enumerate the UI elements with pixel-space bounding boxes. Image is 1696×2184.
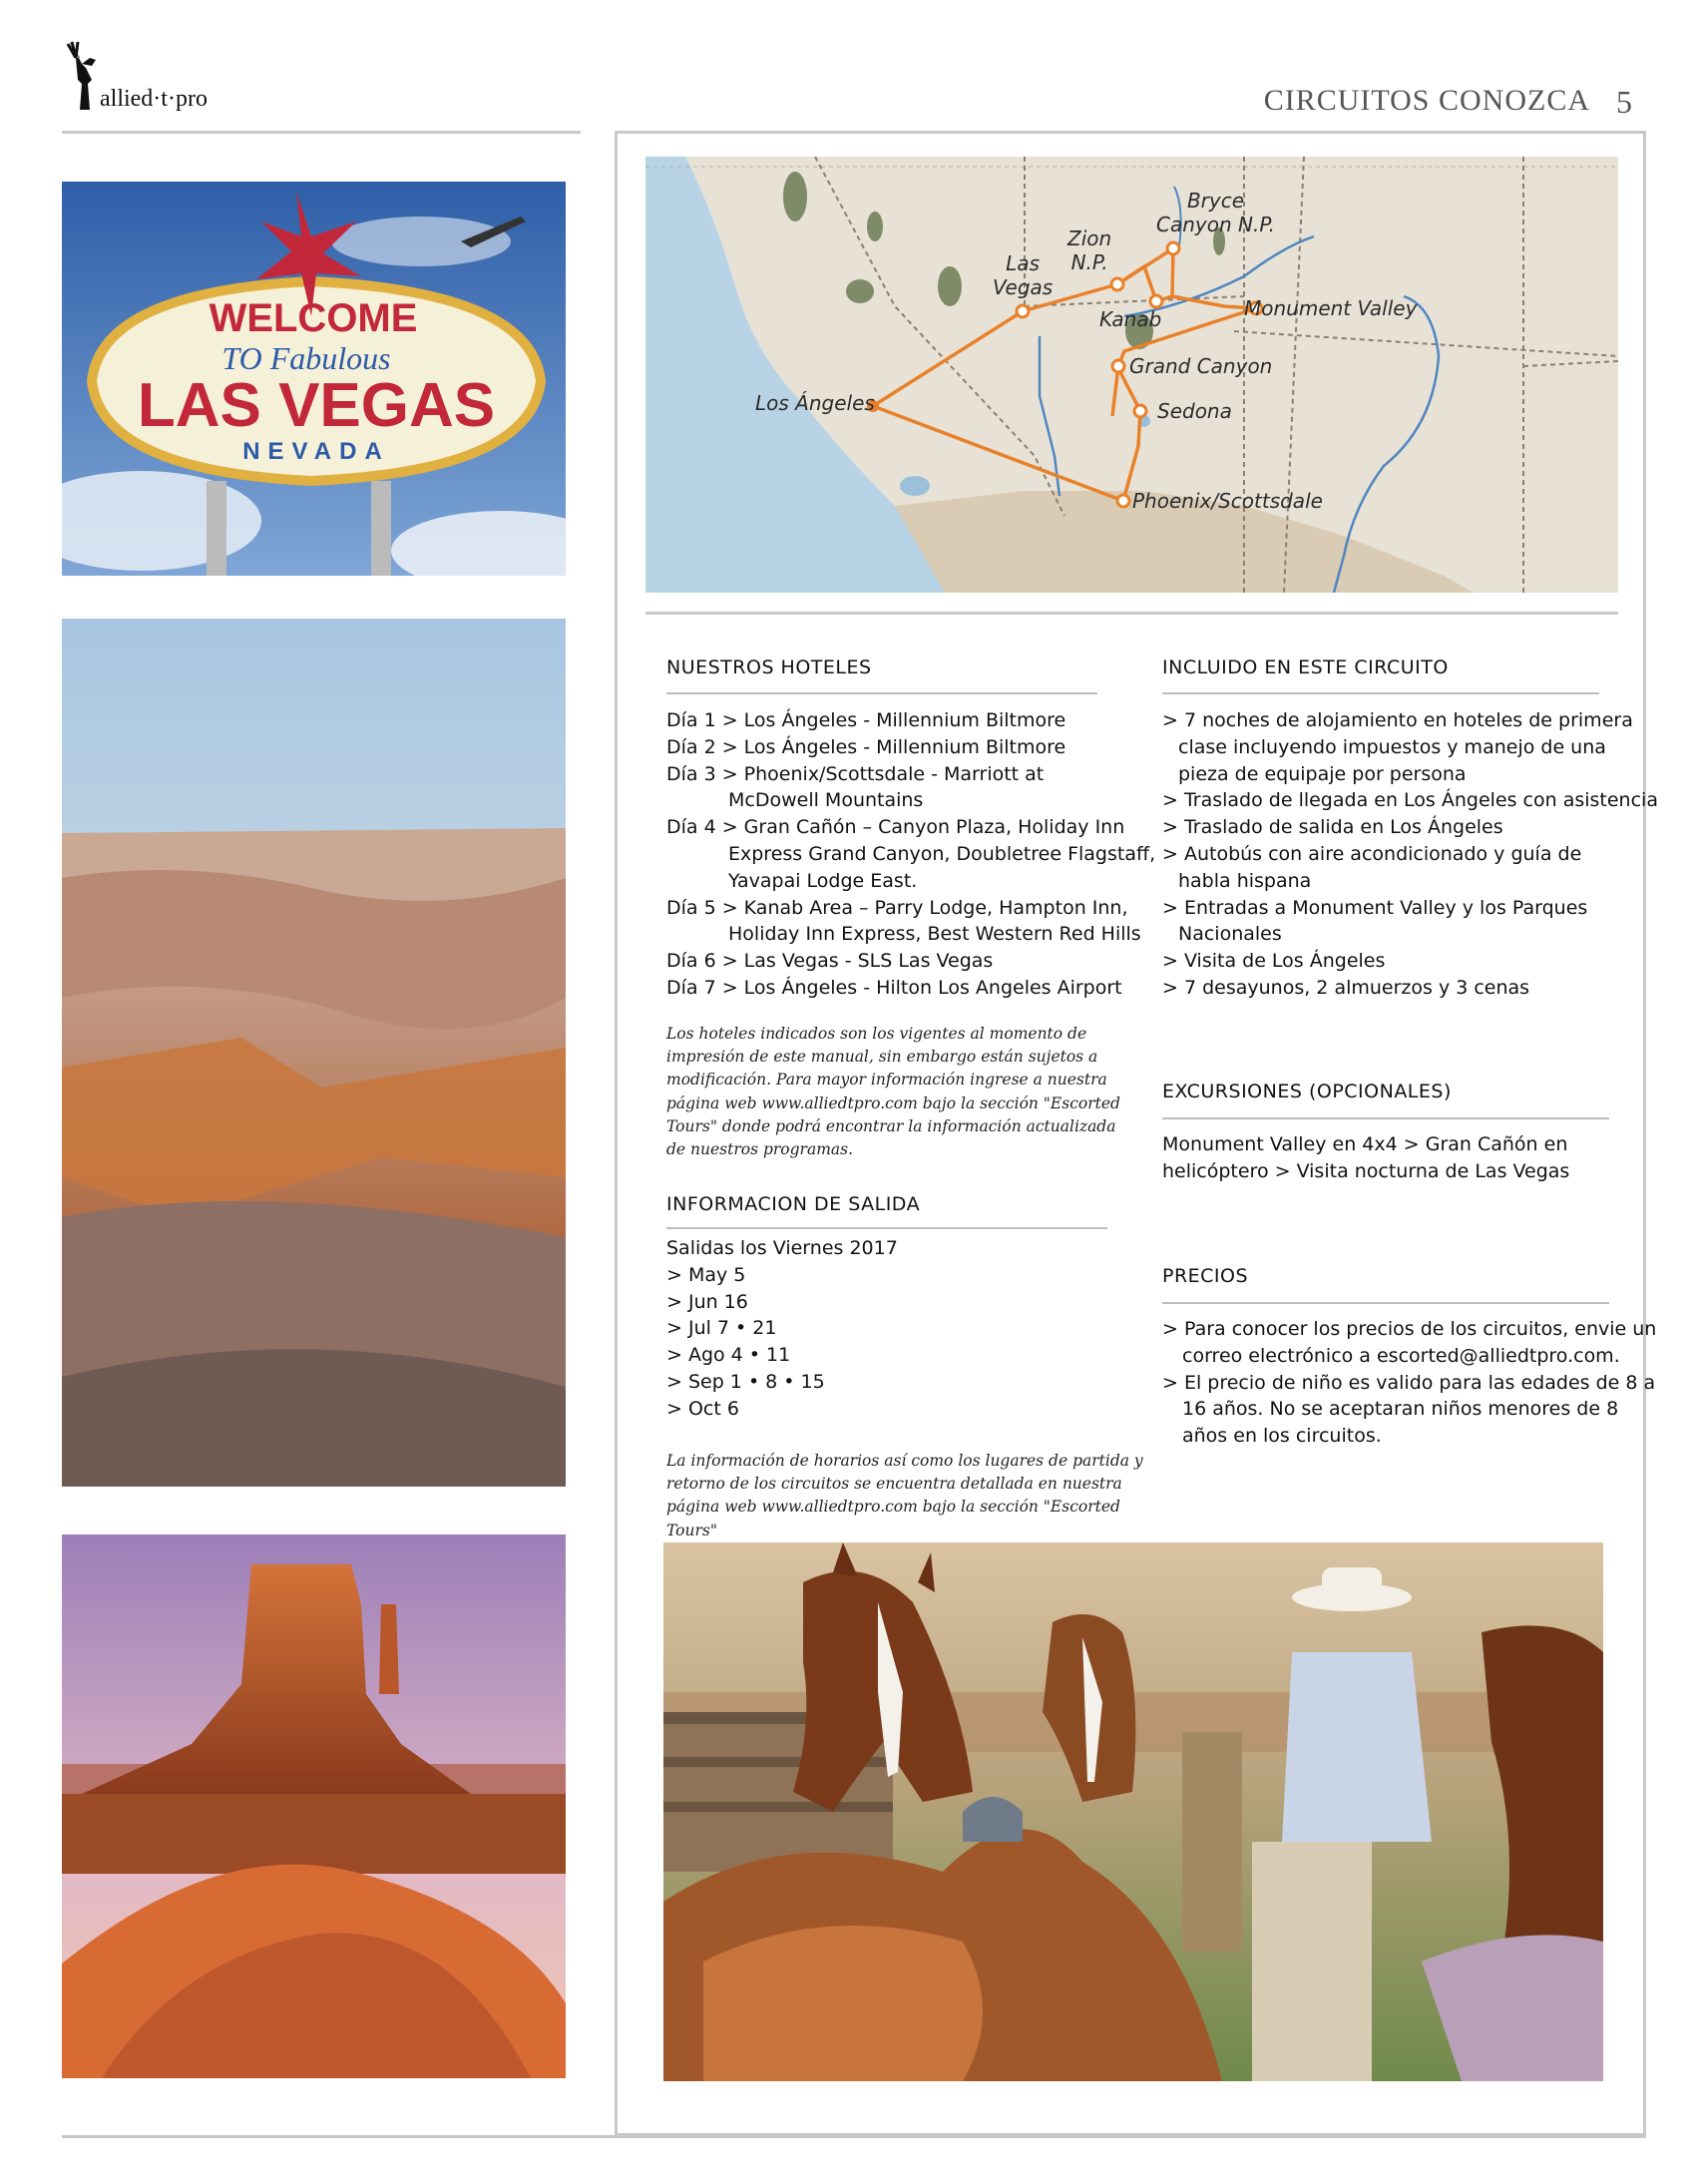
hotels-heading: NUESTROS HOTELES bbox=[666, 656, 872, 678]
price-line: correo electrónico a escorted@alliedtpro.com. bbox=[1182, 1344, 1620, 1367]
excursions-heading: EXCURSIONES (OPCIONALES) bbox=[1162, 1081, 1452, 1102]
hotels-note-line: Tours" donde podrá encontrar la información actualizada bbox=[666, 1116, 1116, 1135]
departures-rule bbox=[666, 1227, 1107, 1229]
price-line: > El precio de niño es valido para las edades de 8 a bbox=[1162, 1371, 1656, 1394]
hotels-note-line: página web www.alliedtpro.com bajo la sección "Escorted bbox=[666, 1093, 1120, 1112]
departures-note-line: La información de horarios así como los lugares de partida y bbox=[666, 1452, 1143, 1470]
departure-date: > May 5 bbox=[666, 1263, 746, 1286]
pacific-ocean bbox=[645, 157, 945, 593]
node-sedona bbox=[1134, 405, 1146, 417]
brand-name: allied·t·pro bbox=[100, 86, 208, 112]
hotel-line: Día 5 > Kanab Area – Parry Lodge, Hampton Inn, bbox=[666, 896, 1128, 919]
included-line: > 7 noches de alojamiento en hoteles de primera bbox=[1162, 709, 1633, 731]
included-line: > Traslado de llegada en Los Ángeles con asistencia bbox=[1162, 789, 1658, 812]
vegas-sign-welcome: WELCOME bbox=[209, 296, 418, 340]
included-line: > Visita de Los Ángeles bbox=[1162, 950, 1386, 973]
grand-canyon-photo bbox=[62, 619, 566, 1487]
departures-note-line: Tours" bbox=[666, 1521, 717, 1539]
hotels-note-line: de nuestros programas. bbox=[666, 1140, 854, 1159]
hotel-line: Día 3 > Phoenix/Scottsdale - Marriott at bbox=[666, 762, 1045, 785]
departures-intro: Salidas los Viernes 2017 bbox=[666, 1237, 898, 1259]
hotel-line: Día 2 > Los Ángeles - Millennium Biltmore bbox=[666, 735, 1066, 758]
included-line: Nacionales bbox=[1178, 923, 1282, 946]
departure-date: > Ago 4 • 11 bbox=[666, 1344, 791, 1367]
included-line: clase incluyendo impuestos y manejo de una bbox=[1178, 735, 1606, 758]
included-line: > Traslado de salida en Los Ángeles bbox=[1162, 816, 1503, 839]
included-line: > Entradas a Monument Valley y los Parques bbox=[1162, 896, 1588, 919]
departure-date: > Oct 6 bbox=[666, 1397, 739, 1420]
vegas-sign-nevada: NEVADA bbox=[242, 438, 390, 465]
vegas-sign-las-vegas: LAS VEGAS bbox=[137, 371, 496, 440]
included-line: pieza de equipaje por persona bbox=[1178, 762, 1467, 785]
price-line: 16 años. No se aceptaran niños menores de 8 bbox=[1182, 1398, 1619, 1421]
hotels-rule bbox=[666, 692, 1097, 694]
horses-cowboy-photo bbox=[663, 1542, 1603, 2081]
node-zion bbox=[1111, 278, 1123, 290]
node-phoenix bbox=[1117, 495, 1129, 507]
page-number: 5 bbox=[1616, 84, 1632, 120]
prices-heading: PRECIOS bbox=[1162, 1265, 1249, 1287]
hotels-note-line: impresión de este manual, sin embargo están sujetos a bbox=[666, 1048, 1098, 1067]
map-label-las-vegas: Las Vegas bbox=[993, 251, 1054, 299]
excursion-line: helicóptero > Visita nocturna de Las Vegas bbox=[1162, 1159, 1570, 1182]
map-label-sedona: Sedona bbox=[1157, 399, 1232, 423]
hotel-line: Día 1 > Los Ángeles - Millennium Biltmore bbox=[666, 709, 1066, 731]
map-label-phoenix: Phoenix/Scottsdale bbox=[1132, 489, 1323, 513]
map-label-grand-canyon: Grand Canyon bbox=[1129, 354, 1273, 378]
running-title: CIRCUITOS CONOZCA bbox=[1263, 84, 1590, 117]
included-list bbox=[1162, 707, 1658, 1002]
departures-note-line: página web www.alliedtpro.com bajo la sección "Escorted bbox=[666, 1498, 1120, 1517]
node-las-vegas bbox=[1017, 305, 1029, 317]
hotels-note-line: modificación. Para mayor información ingrese a nuestra bbox=[666, 1071, 1107, 1090]
departures-list bbox=[666, 1235, 898, 1423]
node-grand-canyon bbox=[1112, 360, 1124, 372]
map-rule bbox=[645, 612, 1618, 615]
monument-valley-photo bbox=[62, 1534, 566, 2078]
map-label-monument-valley: Monument Valley bbox=[1244, 296, 1418, 320]
departure-date: > Jun 16 bbox=[666, 1290, 748, 1313]
header-rule bbox=[62, 131, 581, 134]
excursions-list bbox=[1162, 1131, 1569, 1185]
excursion-line: Monument Valley en 4x4 > Gran Cañón en bbox=[1162, 1133, 1568, 1155]
node-bryce bbox=[1167, 242, 1179, 254]
tour-route-map bbox=[645, 157, 1618, 593]
prices-rule bbox=[1162, 1302, 1609, 1304]
vegas-sign-to-fabulous: TO Fabulous bbox=[221, 340, 391, 376]
departure-date: > Sep 1 • 8 • 15 bbox=[666, 1370, 825, 1393]
node-kanab bbox=[1150, 295, 1162, 307]
price-line: años en los circuitos. bbox=[1182, 1425, 1382, 1448]
hotel-line: Día 6 > Las Vegas - SLS Las Vegas bbox=[666, 950, 994, 973]
map-label-los-angeles: Los Ángeles bbox=[755, 391, 875, 415]
included-heading: INCLUIDO EN ESTE CIRCUITO bbox=[1162, 656, 1449, 678]
included-line: > Autobús con aire acondicionado y guía de bbox=[1162, 842, 1582, 865]
hotel-line: McDowell Mountains bbox=[728, 789, 924, 812]
price-line: > Para conocer los precios de los circuitos, envie un bbox=[1162, 1318, 1657, 1340]
hotel-line: Día 7 > Los Ángeles - Hilton Los Angeles Airport bbox=[666, 976, 1122, 999]
map-label-zion: Zion N.P. bbox=[1067, 226, 1112, 274]
hotel-line: Holiday Inn Express, Best Western Red Hills bbox=[728, 923, 1141, 946]
included-line: > 7 desayunos, 2 almuerzos y 3 cenas bbox=[1162, 976, 1530, 999]
las-vegas-sign-photo bbox=[62, 182, 566, 576]
hotels-list bbox=[666, 707, 1155, 1002]
hotel-line: Yavapai Lodge East. bbox=[728, 869, 918, 892]
included-rule bbox=[1162, 692, 1599, 694]
excursions-rule bbox=[1162, 1117, 1609, 1119]
included-line: habla hispana bbox=[1178, 869, 1312, 892]
departures-heading: INFORMACION DE SALIDA bbox=[666, 1193, 921, 1215]
departures-note-line: retorno de los circuitos se encuentra detallada en nuestra bbox=[666, 1475, 1122, 1494]
hotels-note-line: Los hoteles indicados son los vigentes al momento de bbox=[666, 1025, 1087, 1043]
hotel-line: Express Grand Canyon, Doubletree Flagstaff, bbox=[728, 842, 1156, 865]
departure-date: > Jul 7 • 21 bbox=[666, 1317, 777, 1340]
hotels-note bbox=[666, 1023, 1120, 1161]
departures-note bbox=[666, 1450, 1143, 1542]
hotel-line: Día 4 > Gran Cañón – Canyon Plaza, Holiday Inn bbox=[666, 816, 1125, 839]
prices-list bbox=[1162, 1316, 1656, 1450]
footer-rule bbox=[62, 2135, 1646, 2138]
map-label-kanab: Kanab bbox=[1099, 307, 1162, 331]
map-label-bryce: Bryce Canyon N.P. bbox=[1156, 189, 1275, 236]
